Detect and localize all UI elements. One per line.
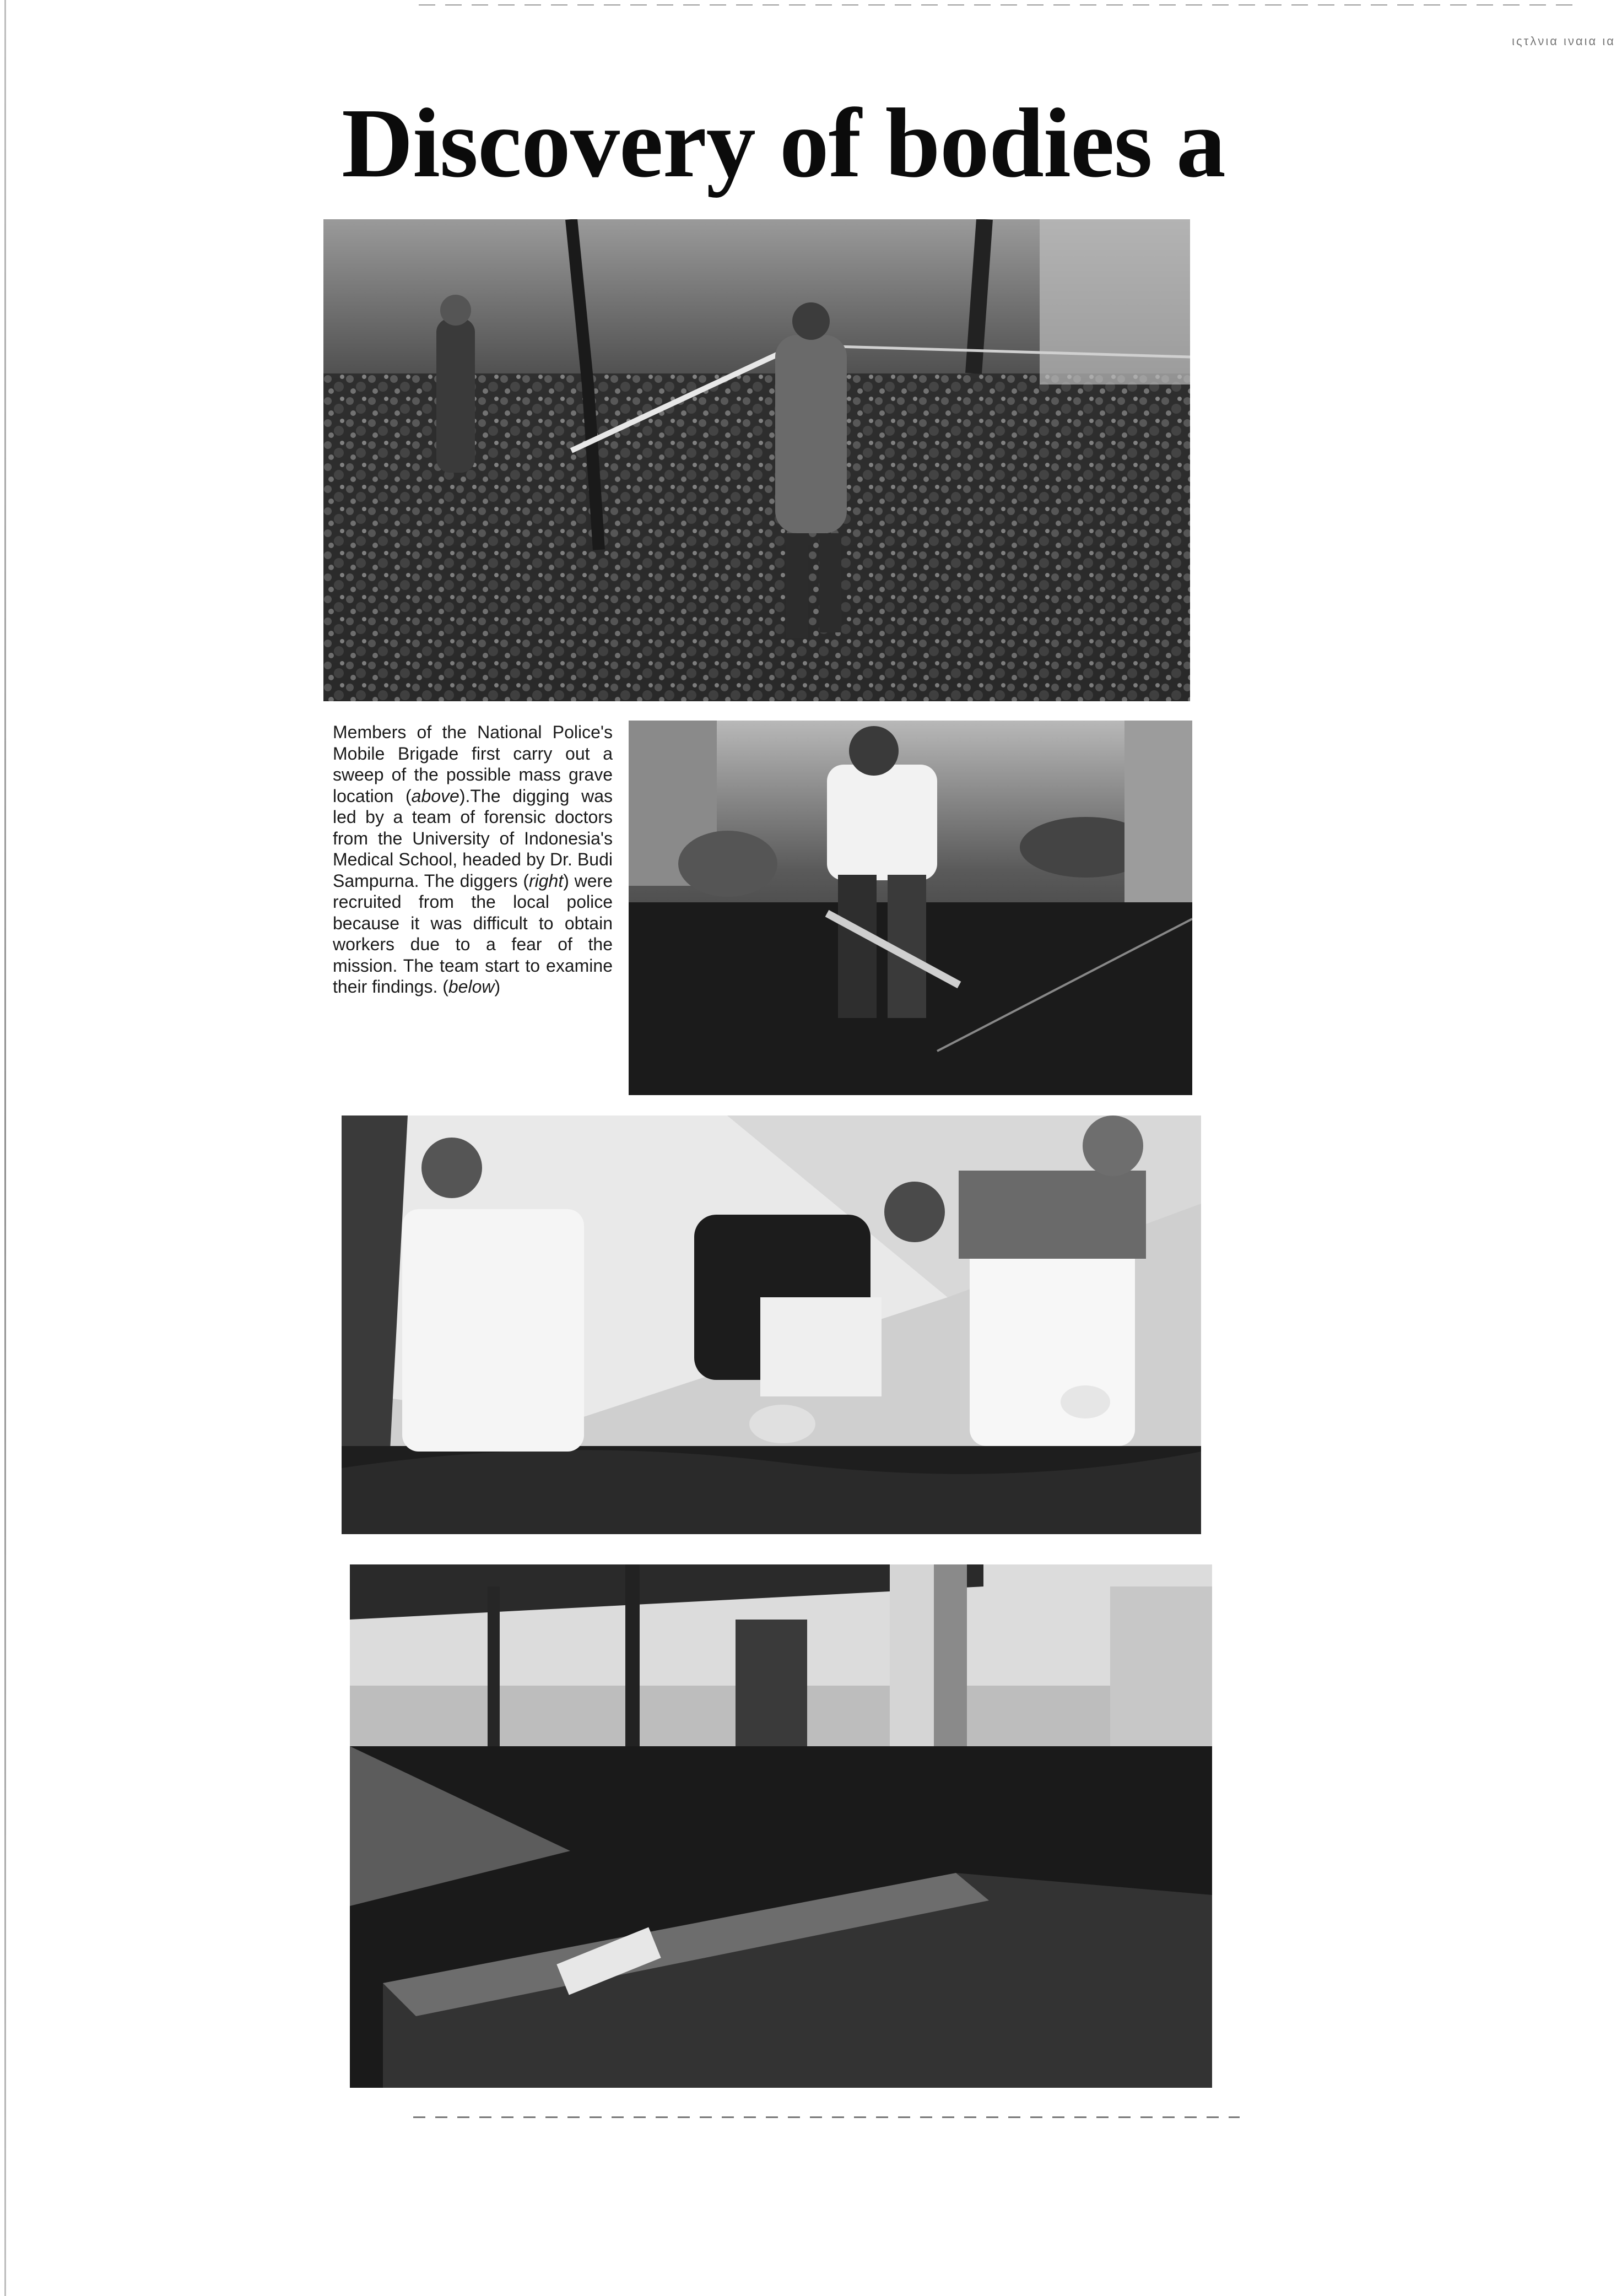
photo-coffin-shed-image (350, 1564, 1212, 2088)
caption-ref-above: above (411, 786, 459, 806)
caption-text-1: Members of the National Police's Mobile Brigade first carry out a sweep of the possible mass grave location ( (333, 722, 613, 806)
photo-police-sweep (323, 219, 1190, 701)
caption-text-2: ).The digging was led by a team of forensic doctors from the University of Indonesia's Medical School, headed by Dr. Budi Sampurna. The diggers ( (333, 786, 613, 891)
photo-forensic-team-image (342, 1115, 1201, 1534)
caption-text-4: ) (494, 977, 501, 997)
photo-police-sweep-image (323, 219, 1190, 701)
caption-ref-right: right (528, 870, 564, 891)
headline: Discovery of bodies a (342, 88, 1225, 198)
photo-caption (333, 722, 613, 998)
corner-text: ιςτλνια ιναια ια (1512, 34, 1615, 48)
caption-ref-below: below (448, 977, 495, 997)
top-rule (419, 4, 1576, 6)
photo-diggers-image (629, 721, 1192, 1095)
caption-text-3: ) were recruited from the local police because it was difficult to obtain workers due to a fear of the mission. The team start to examine their findings. ( (333, 870, 613, 997)
scan-edge (4, 0, 6, 2296)
photo-forensic-team (342, 1115, 1201, 1534)
bottom-rule (413, 2116, 1240, 2118)
photo-diggers (629, 721, 1192, 1095)
photo-coffin-shed (350, 1564, 1212, 2088)
